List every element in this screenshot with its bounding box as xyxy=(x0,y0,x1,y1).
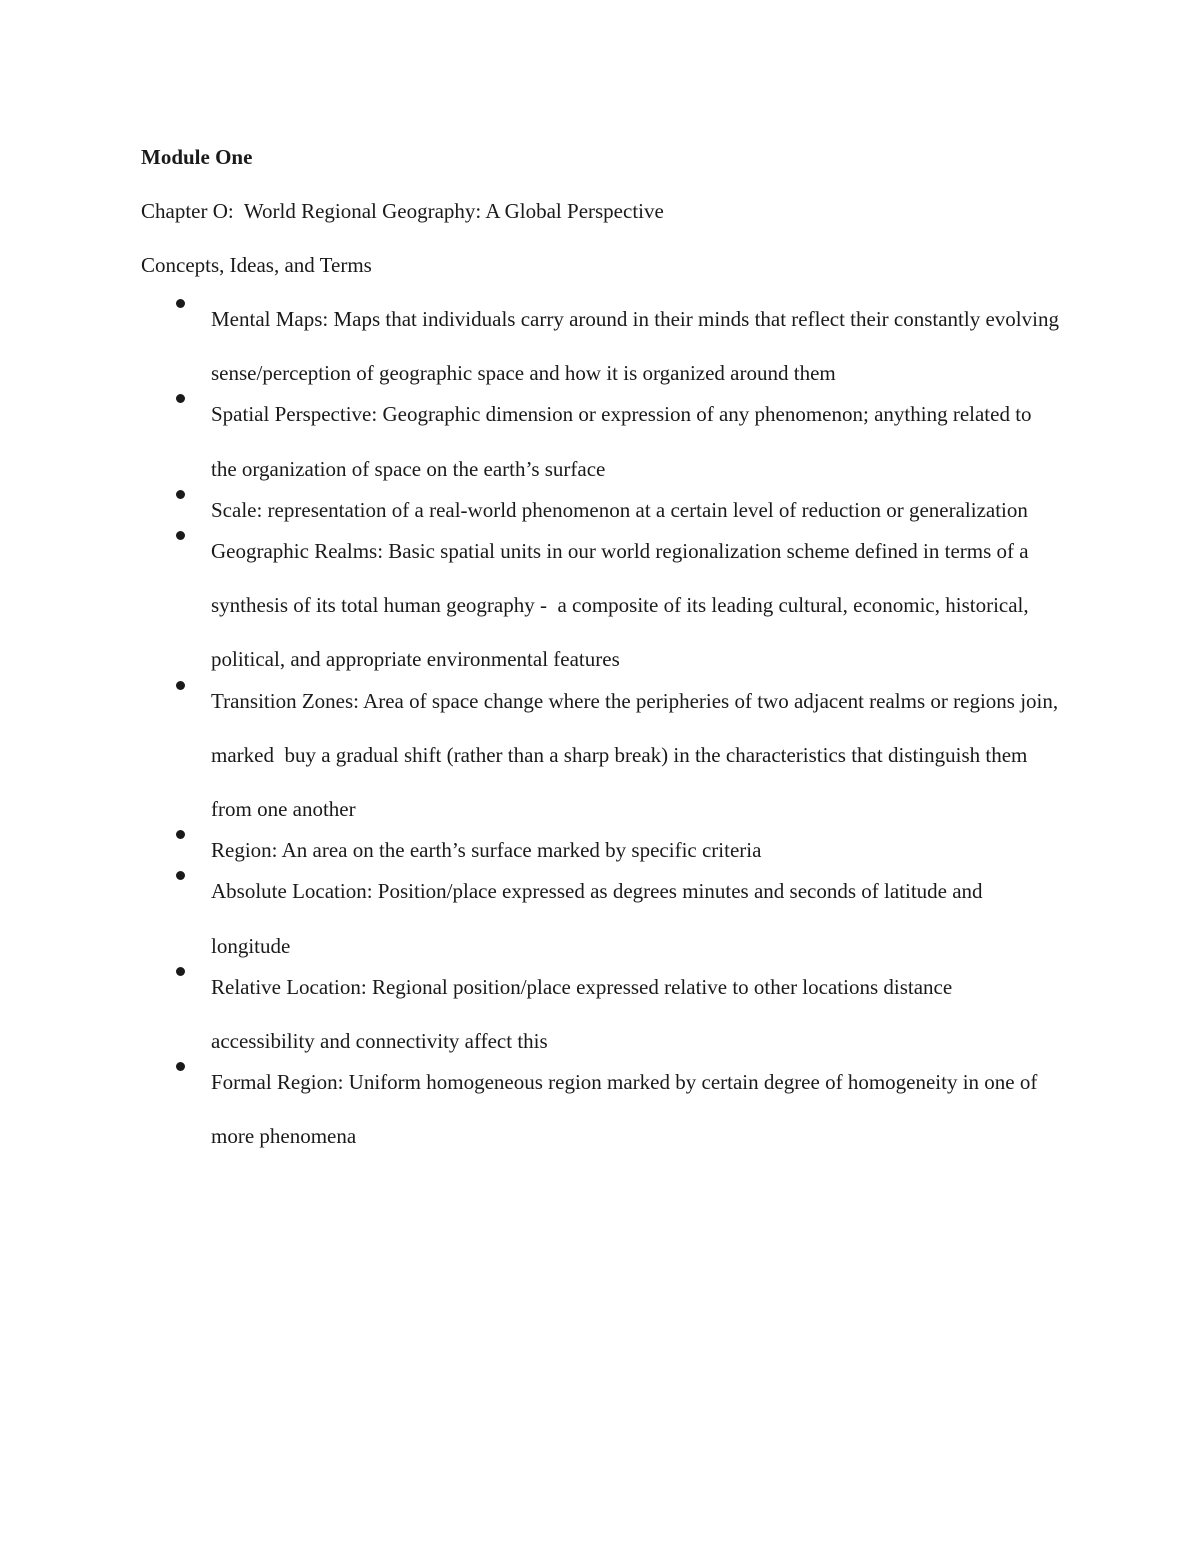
term-text: Scale: representation of a real-world phenomenon at a certain level of reduction or generalization xyxy=(211,497,1028,522)
list-item xyxy=(0,524,1061,687)
bullet-icon xyxy=(176,490,185,499)
bullet-icon xyxy=(176,967,185,976)
list-item xyxy=(0,960,1061,1068)
term-text: Absolute Location: Position/place expressed as degrees minutes and seconds of latitude and longitude xyxy=(211,879,988,958)
terms-list xyxy=(0,305,1200,1164)
list-item xyxy=(0,292,1065,400)
term-text: Formal Region: Uniform homogeneous region marked by certain degree of homogeneity in one of more phenomena xyxy=(211,1070,1043,1149)
term-text: Transition Zones: Area of space change where the peripheries of two adjacent realms or regions join, marked buy a gradual shift (rather than a sharp break) in the characteristics that distinguish them from one another xyxy=(211,688,1064,822)
term-text: Mental Maps: Maps that individuals carry around in their minds that reflect their constantly evolving sense/perception of geographic space and how it is organized around them xyxy=(211,307,1065,386)
list-item xyxy=(0,674,1064,837)
bullet-icon xyxy=(176,299,185,308)
section-heading: Concepts, Ideas, and Terms xyxy=(141,253,372,277)
chapter-heading: Chapter O: World Regional Geography: A Global Perspective xyxy=(141,199,664,223)
term-text: Region: An area on the earth’s surface marked by specific criteria xyxy=(211,838,762,863)
list-item xyxy=(0,1055,1061,1163)
bullet-icon xyxy=(176,871,185,880)
term-text: Spatial Perspective: Geographic dimension or expression of any phenomenon; anything related to the organization of space on the earth’s surface xyxy=(211,402,1037,481)
bullet-icon xyxy=(176,531,185,540)
bullet-icon xyxy=(176,1062,185,1071)
module-title: Module One xyxy=(141,145,253,169)
bullet-icon xyxy=(176,681,185,690)
bullet-icon xyxy=(176,830,185,839)
term-text: Relative Location: Regional position/place expressed relative to other locations distance accessibility and connectivity affect this xyxy=(211,974,958,1054)
term-text: Geographic Realms: Basic spatial units in our world regionalization scheme defined in terms of a synthesis of its total human geography - a composite of its leading cultural, economic, historical, political, and appropriate environmental features xyxy=(211,539,1034,672)
list-item xyxy=(0,387,1061,495)
list-item xyxy=(0,864,1061,972)
bullet-icon xyxy=(176,394,185,403)
